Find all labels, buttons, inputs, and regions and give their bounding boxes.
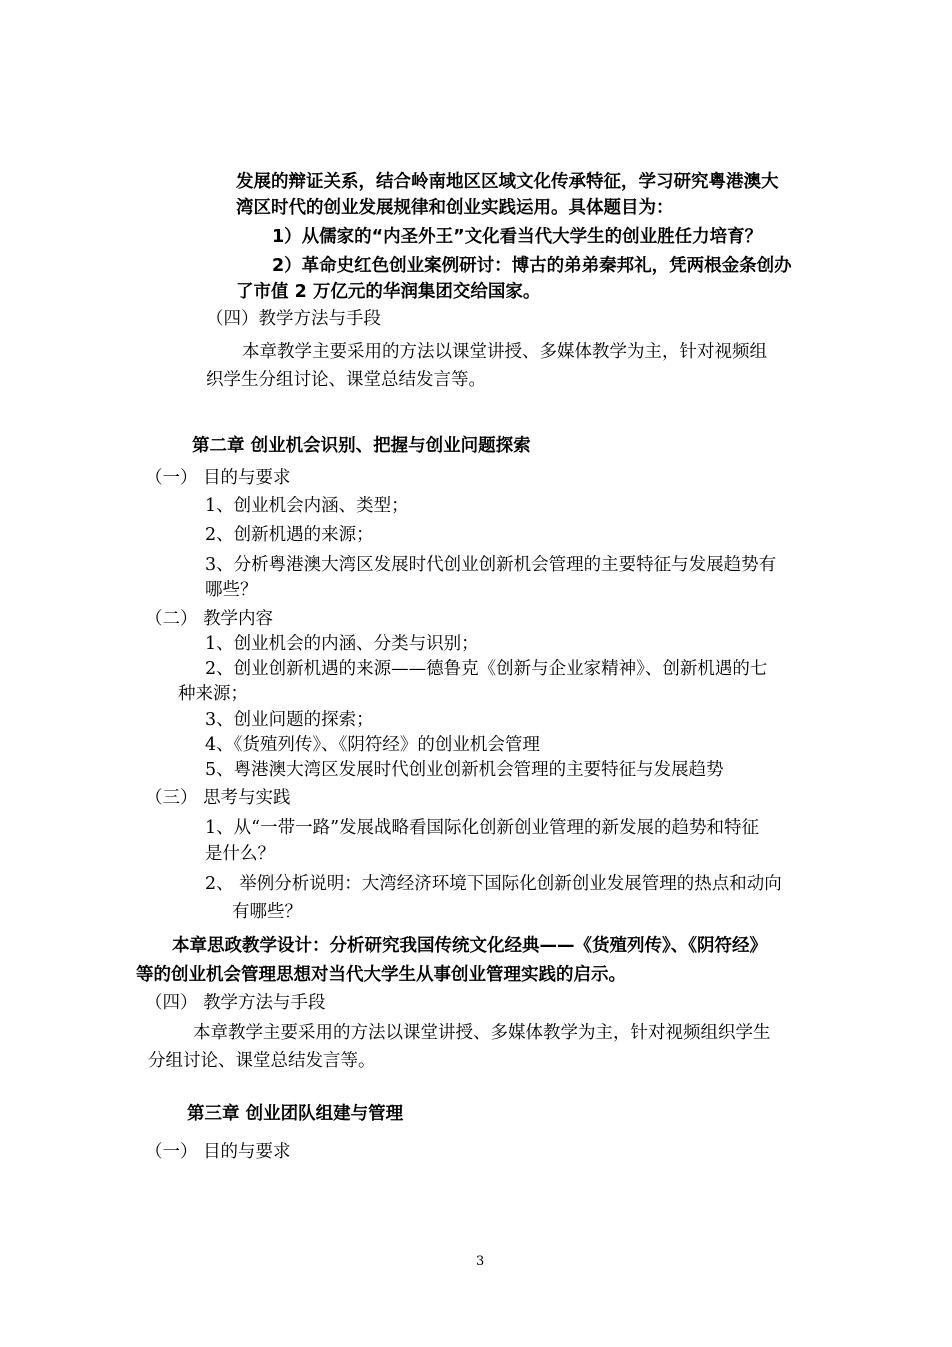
paragraph-line: 本章教学主要采用的方法以课堂讲授、多媒体教学为主，针对视频组 [242,342,767,362]
section-heading: （三） 思考与实践 [145,788,291,808]
list-item: 2、 举例分析说明：大湾经济环境下国际化创新创业发展管理的热点和动向 [205,874,782,894]
chapter-title: 第三章 创业团队组建与管理 [187,1104,404,1124]
paragraph-line: 本章教学主要采用的方法以课堂讲授、多媒体教学为主，针对视频组织学生 [193,1023,771,1043]
list-item: 2、创业创新机遇的来源——德鲁克《创新与企业家精神》、创新机遇的七 [205,659,768,679]
list-item: 种来源； [178,684,248,704]
topic-item: 1）从儒家的“内圣外王”文化看当代大学生的创业胜任力培育？ [272,227,763,247]
section-heading: （一） 目的与要求 [145,1142,291,1162]
list-item: 是什么？ [205,844,275,864]
topic-item: 了市值 2 万亿元的华润集团交给国家。 [236,282,541,302]
paragraph-line: 分组讨论、课堂总结发言等。 [148,1051,376,1071]
paragraph-line: 湾区时代的创业发展规律和创业实践运用。具体题目为： [236,198,674,218]
section-heading: （一） 目的与要求 [145,468,291,488]
paragraph-line: 织学生分组讨论、课堂总结发言等。 [206,370,486,390]
section-heading: （四） 教学方法与手段 [145,993,326,1013]
list-item: 1、创业机会内涵、类型； [205,496,409,516]
ideology-design: 等的创业机会管理思想对当代大学生从事创业管理实践的启示。 [136,965,626,985]
list-item: 有哪些？ [232,902,302,922]
page-number: 3 [476,1254,485,1269]
list-item: 4、《货殖列传》、《阴符经》的创业机会管理 [205,735,540,755]
list-item: 2、创新机遇的来源； [205,525,374,545]
section-heading: （四）教学方法与手段 [206,309,381,329]
chapter-title: 第二章 创业机会识别、把握与创业问题探索 [192,436,531,456]
list-item: 5、粤港澳大湾区发展时代创业创新机会管理的主要特征与发展趋势 [205,760,724,780]
list-item: 1、创业机会的内涵、分类与识别； [205,634,479,654]
list-item: 哪些？ [205,580,258,600]
list-item: 1、从“一带一路”发展战略看国际化创新创业管理的新发展的趋势和特征 [205,818,760,838]
topic-item: 2）革命史红色创业案例研讨：博古的弟弟秦邦礼，凭两根金条创办 [272,256,792,276]
section-heading: （二） 教学内容 [145,609,274,629]
list-item: 3、创业问题的探索； [205,710,374,730]
paragraph-line: 发展的辩证关系，结合岭南地区区域文化传承特征，学习研究粤港澳大 [236,172,779,192]
ideology-design: 本章思政教学设计：分析研究我国传统文化经典——《货殖列传》、《阴符经》 [172,936,767,956]
list-item: 3、分析粤港澳大湾区发展时代创业创新机会管理的主要特征与发展趋势有 [205,555,777,575]
